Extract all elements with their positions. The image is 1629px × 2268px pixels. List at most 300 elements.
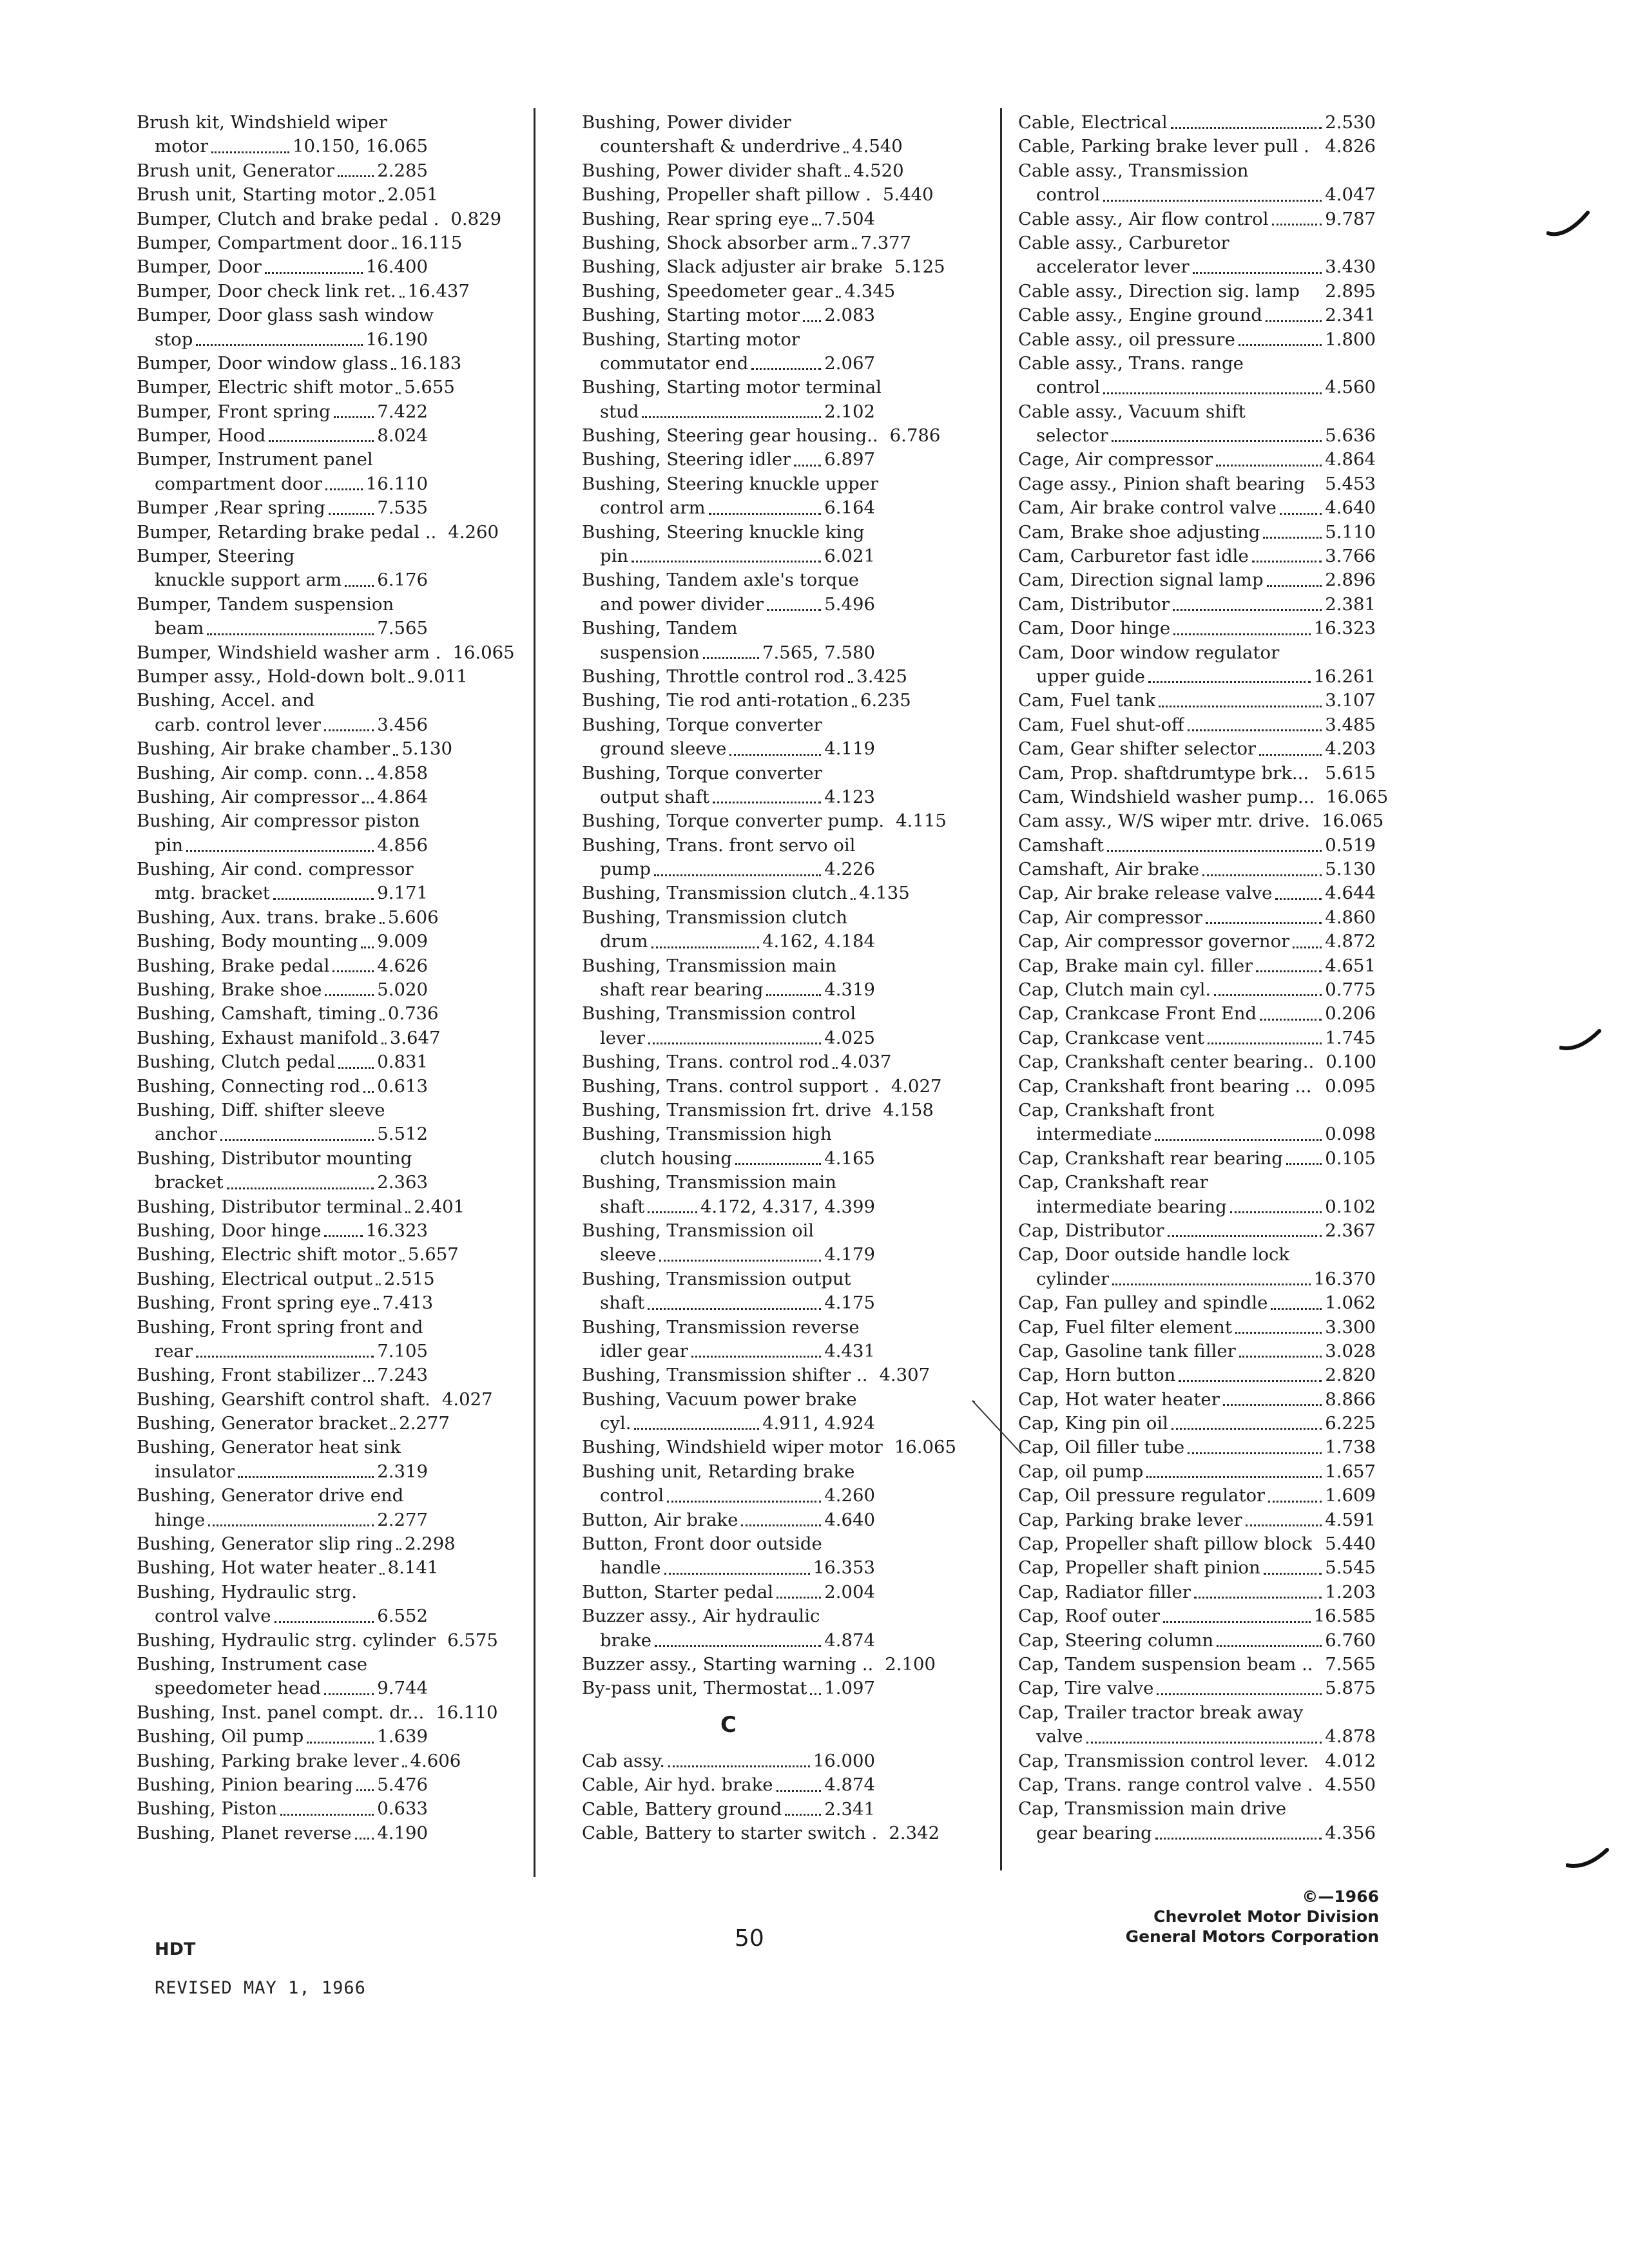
page-reference: 4.123 [824,786,875,807]
dot-leader [275,1621,374,1623]
page-reference: 4.135 [859,883,910,904]
page-reference: 4.356 [1325,1822,1376,1843]
dot-leader [396,1548,401,1550]
entry-text: Bushing, Transmission high [582,1124,832,1145]
entry-text: Cap, Air compressor governor [1018,931,1290,952]
page-reference: 16.065 [452,642,515,663]
document-code: HDT [155,1939,196,1959]
entry-text: Bushing, Starting motor terminal [582,377,882,398]
page-reference: 7.535 [377,497,428,519]
entry-text: By-pass unit, Thermostat [582,1678,807,1699]
entry-text: Cage assy., Pinion shaft bearing [1018,473,1306,494]
index-entry [582,1581,875,1604]
entry-text: cyl. [600,1413,631,1434]
index-entry [582,1556,875,1580]
entry-text: handle [600,1557,661,1579]
index-entry [137,1316,428,1340]
index-entry [1018,1363,1376,1387]
entry-text: Cam, Gear shifter selector [1018,738,1257,760]
index-entry [582,1798,875,1821]
page-reference: 4.179 [824,1244,875,1265]
page-reference: 5.130 [401,738,453,760]
page-reference: 4.345 [844,280,896,302]
page-reference: 5.125 [894,256,945,278]
dot-leader [1239,1356,1322,1358]
entry-text: Cam, Windshield washer pump... [1018,786,1315,807]
dot-leader [400,1260,405,1262]
page-reference: 6.225 [1325,1413,1376,1434]
entry-text: Cap, Propeller shaft pillow block [1018,1533,1313,1555]
page-reference: 2.363 [377,1172,428,1193]
entry-text: intermediate [1036,1124,1152,1145]
dot-leader [776,1597,821,1599]
page-reference: 0.613 [377,1075,428,1097]
entry-text: Bushing, Piston [137,1798,278,1820]
entry-text: control [1036,184,1101,206]
page-reference: 2.004 [824,1581,875,1602]
index-entry [1018,1171,1376,1195]
index-entry [137,1002,439,1026]
page-reference: 8.024 [377,425,428,447]
page-reference: 1.203 [1325,1581,1376,1602]
page-reference: 9.009 [377,931,428,952]
dot-leader [1264,1573,1322,1575]
index-entry [582,882,910,906]
entry-text: upper guide [1036,666,1146,687]
index-entry [582,978,875,1002]
entry-text: Bushing, Steering knuckle king [582,521,865,543]
dot-leader [1112,1283,1311,1285]
entry-text: control valve [155,1606,271,1627]
entry-text: Bushing, Camshaft, timing [137,1003,376,1024]
index-entry [137,617,428,640]
entry-text: Bushing, Tandem [582,618,738,639]
index-entry [1018,472,1376,496]
page-reference: 16.183 [400,352,462,374]
entry-text: Cap, Radiator filler [1018,1581,1191,1602]
entry-text: speedometer head [155,1678,321,1699]
entry-text: Bushing, Steering gear housing.. [582,425,878,447]
entry-text: Bushing, Torque converter pump. [582,811,885,832]
page-reference: 0.105 [1325,1148,1376,1169]
index-entry [137,568,428,592]
page-reference: 0.736 [387,1003,439,1024]
dot-leader [265,272,363,274]
page-reference: 1.639 [377,1726,428,1747]
entry-text: Buzzer assy., Air hydraulic [582,1606,820,1627]
entry-text: Cable, Parking brake lever pull . [1018,136,1309,157]
entry-text: ground sleeve [600,738,727,760]
dot-leader [227,1187,374,1189]
dot-leader [1216,465,1322,466]
dot-leader [363,1091,374,1093]
dot-leader [767,609,821,611]
page-reference: 9.171 [377,883,428,904]
page-reference: 4.203 [1325,738,1376,760]
page-reference: 2.100 [885,1653,936,1675]
entry-text: Cap, Trailer tractor break away [1018,1702,1304,1723]
index-entry [1018,1267,1376,1291]
page-reference: 16.110 [365,473,428,494]
index-entry [137,1532,456,1556]
page-reference: 16.190 [365,329,428,350]
index-entry [582,1532,875,1556]
dot-leader [1252,561,1322,562]
index-entry [1018,713,1376,737]
index-entry [582,544,875,568]
dot-leader [1260,1019,1322,1021]
index-entry [582,1243,875,1267]
dot-leader [1230,1211,1322,1213]
section-letter: C [720,1711,737,1738]
page-reference: 16.115 [400,232,463,253]
page-reference: 4.560 [1325,377,1376,398]
entry-text: shaft [600,1293,645,1314]
index-entry [582,1002,875,1026]
index-entry [582,1195,875,1219]
page-reference: 7.565, 7.580 [762,642,875,663]
entry-text: brake [600,1629,652,1651]
dot-leader [208,1524,374,1526]
entry-text: Buzzer assy., Starting warning .. [582,1653,874,1675]
entry-text: Cable assy., Air flow control [1018,208,1269,229]
entry-text: bracket [155,1172,224,1193]
page-reference: 2.530 [1325,111,1376,133]
entry-text: Cam, Air brake control valve [1018,497,1277,519]
index-entry [1018,1773,1376,1797]
dot-leader [1214,994,1322,996]
dot-leader [393,754,398,756]
entry-text: Bushing, Generator drive end [137,1485,404,1506]
index-entry [1018,1340,1376,1363]
dot-leader [1179,1380,1322,1382]
index-entry [582,521,875,544]
dot-leader [405,1211,410,1213]
index-entry [1018,159,1376,183]
dot-leader [651,947,760,948]
entry-text: intermediate bearing [1036,1196,1227,1217]
revision-date: REVISED MAY 1, 1966 [155,1978,366,1998]
entry-text: Bushing, Accel. and [137,690,315,711]
page-reference: 3.430 [1325,256,1376,278]
page-reference: 7.422 [377,401,428,422]
index-entry [137,1363,428,1387]
entry-text: Cap, Crankcase vent [1018,1027,1204,1048]
page-reference: 4.874 [824,1629,875,1651]
entry-text: drum [600,931,648,952]
index-entry [582,400,875,424]
index-entry [582,472,879,496]
entry-text: stop [155,329,193,350]
entry-text: Bushing, Propeller shaft pillow . [582,184,871,206]
entry-text: Button, Front door outside [582,1533,822,1555]
index-entry [1018,978,1376,1002]
dot-leader [1239,344,1322,346]
index-entry [137,496,428,520]
dot-leader [1155,1139,1322,1141]
index-entry [137,1604,428,1628]
entry-text: control [1036,377,1101,398]
index-entry [582,1291,875,1315]
index-entry [1018,1436,1376,1459]
index-entry [1018,1653,1376,1677]
entry-text: Bushing, Air compressor [137,786,359,807]
page-reference: 3.647 [389,1027,441,1048]
index-entry [137,1460,428,1484]
entry-text: Cap, Steering column [1018,1629,1214,1651]
index-entry [582,1484,875,1508]
index-entry [582,665,908,689]
dot-leader [1206,922,1322,924]
index-entry [1018,809,1384,833]
index-entry [137,1821,428,1845]
entry-text: commutator end [600,352,749,374]
page-reference: 2.319 [377,1461,428,1482]
index-entry [1018,1291,1376,1315]
page-reference: 0.829 [450,208,502,229]
entry-text: Cable assy., Trans. range [1018,352,1244,374]
index-entry [1018,496,1376,520]
index-entry [137,1701,498,1725]
index-entry [1018,424,1376,448]
index-entry [582,1316,875,1340]
dot-leader [333,970,374,972]
entry-text: Bushing, Transmission clutch [582,907,848,928]
entry-text: Bushing, Hot water heater [137,1557,376,1579]
page-reference: 5.545 [1325,1557,1376,1579]
page-reference: 1.800 [1325,329,1376,350]
entry-text: Bumper, Hood [137,425,266,447]
index-entry [582,231,912,255]
dot-leader [852,247,857,249]
entry-text: Cable assy., Carburetor [1018,232,1229,253]
dot-leader [196,344,362,346]
page-reference: 5.476 [377,1774,428,1795]
index-entry [1018,352,1376,376]
page-reference: 5.636 [1325,425,1376,447]
page-reference: 4.826 [1325,136,1376,157]
page-reference: 5.496 [824,593,875,615]
entry-text: Bushing, Electric shift motor [137,1244,396,1265]
page-reference: 5.875 [1325,1678,1376,1699]
page-reference: 9.787 [1325,208,1376,229]
entry-text: pump [600,859,651,880]
dot-leader [329,513,374,515]
entry-text: Bumper, Front spring [137,401,331,422]
entry-text: Bushing, Exhaust manifold [137,1027,378,1048]
index-entry [137,111,428,135]
page-reference: 2.067 [824,352,875,374]
page-reference: 5.657 [408,1244,459,1265]
entry-text: Bushing, Door hinge [137,1220,322,1241]
dot-leader [735,1163,821,1165]
index-entry [137,1099,428,1122]
dot-leader [363,1380,374,1382]
entry-text: accelerator lever [1036,256,1190,278]
index-entry [1018,1701,1376,1725]
entry-text: Cap, Fan pulley and spindle [1018,1293,1268,1314]
page-reference: 2.051 [387,184,438,206]
page-reference: 4.226 [824,859,875,880]
index-entry [1018,328,1376,352]
page-reference: 5.512 [377,1124,428,1145]
page-reference: 4.874 [824,1774,875,1796]
page-reference: 7.565 [377,618,428,639]
entry-text: Cap, Crankshaft front bearing ... [1018,1075,1312,1097]
index-entry [1018,1075,1376,1099]
entry-text: Brush unit, Generator [137,160,334,181]
index-entry [137,1749,461,1773]
index-entry [582,785,875,809]
index-entry [582,1821,940,1845]
entry-text: Bumper, Door window glass [137,352,389,374]
page-reference: 2.285 [377,160,428,181]
page-reference: 7.243 [377,1365,428,1386]
entry-text: Bushing, Distributor mounting [137,1148,412,1169]
page-reference: 2.102 [824,401,875,422]
page-reference: 4.520 [853,160,904,181]
dot-leader [1271,1308,1322,1310]
page-reference: 5.110 [1325,521,1376,543]
entry-text: Bushing, Transmission clutch [582,883,848,904]
dot-leader [1286,1163,1322,1165]
entry-text: Bushing, Torque converter [582,762,822,783]
index-entry [1018,1316,1376,1340]
index-entry [582,1388,875,1412]
entry-text: gear bearing [1036,1822,1152,1843]
index-entry [582,713,875,737]
entry-text: Bushing, Air comp. conn. [137,762,363,783]
page-reference: 3.028 [1325,1340,1376,1361]
entry-text: Bushing, Transmission main [582,1172,836,1193]
page-reference: 4.037 [840,1052,892,1073]
index-entry [137,785,428,809]
page-reference: 5.615 [1325,762,1376,783]
entry-text: Cap, Fuel filter element [1018,1316,1232,1338]
page-reference: 1.657 [1325,1461,1376,1482]
dot-leader [659,1260,821,1262]
dot-leader [325,994,374,996]
page-reference: 2.083 [824,305,875,326]
entry-text: Bushing, Hydraulic strg. cylinder [137,1629,436,1651]
entry-text: Bushing, Distributor terminal [137,1196,403,1217]
index-entry [137,328,428,352]
dot-leader [810,1693,821,1695]
index-entry [137,1508,428,1532]
index-entry [582,1677,875,1700]
page-reference: 5.655 [404,377,455,398]
index-entry [137,1797,428,1821]
entry-text: Bushing, Front stabilizer [137,1365,361,1386]
index-entry [137,1340,428,1363]
dot-leader [390,1428,396,1430]
page-reference: 4.115 [896,811,947,832]
index-entry [582,1340,875,1363]
page-reference: 4.158 [883,1100,934,1120]
entry-text: Cap, Transmission main drive [1018,1798,1287,1820]
index-entry [1018,1749,1376,1773]
index-entry [582,689,911,713]
entry-text: Bushing, Power divider [582,112,791,133]
dot-leader [391,368,396,370]
page-reference: 4.190 [377,1822,428,1843]
index-entry [582,1147,875,1171]
entry-text: Bumper, Door glass sash window [137,305,434,326]
entry-text: Cable, Air hyd. brake [582,1774,773,1796]
page-reference: 4.550 [1325,1774,1376,1795]
dot-leader [324,729,374,731]
entry-text: Bushing, Windshield wiper motor [582,1437,883,1458]
page-reference: 2.515 [383,1268,435,1289]
entry-text: Bushing, Generator bracket [137,1413,388,1434]
dot-leader [280,1814,374,1816]
entry-text: sleeve [600,1244,657,1265]
index-entry [582,183,934,207]
page-reference: 6.021 [824,546,875,567]
dot-leader [380,1573,385,1575]
entry-text: pin [155,834,184,856]
index-entry [1018,1122,1376,1146]
entry-text: Cap, Clutch main cyl. [1018,979,1211,1001]
entry-text: and power divider [600,593,764,615]
page-reference: 5.440 [1325,1533,1376,1555]
index-entry [137,352,462,376]
dot-leader [1188,1452,1322,1454]
index-entry [137,762,428,785]
entry-text: Cam assy., W/S wiper mtr. drive. [1018,811,1311,832]
dot-leader [1246,1524,1322,1526]
entry-text: Cam, Fuel shut-off [1018,714,1184,735]
dot-leader [1157,1693,1322,1695]
dot-leader [1112,440,1322,442]
index-entry [137,1267,435,1291]
dot-leader [654,874,821,876]
index-entry [1018,544,1376,568]
index-entry [1018,448,1376,472]
dot-leader [379,200,384,202]
pen-mark [1566,1840,1611,1878]
entry-text: Cap, Distributor [1018,1220,1164,1241]
entry-text: Bumper, Windshield washer arm . [137,642,441,663]
index-entry [582,1749,875,1773]
entry-text: Bushing, Tandem axle's torque [582,570,860,591]
page-reference: 4.027 [441,1389,493,1410]
entry-text: Bumper, Tandem suspension [137,593,394,615]
copyright-line: ©—1966 [1302,1887,1379,1906]
dot-leader [196,1356,374,1358]
entry-text: rear [155,1340,193,1361]
entry-text: Cam, Prop. shaftdrumtype brk... [1018,762,1309,783]
index-entry [1018,762,1376,785]
dot-leader [1146,1476,1322,1478]
entry-text: hinge [155,1509,206,1530]
index-entry [582,1629,875,1653]
entry-text: Cap, Crankshaft rear bearing [1018,1148,1283,1169]
entry-text: output shaft [600,786,709,807]
entry-text: Cable assy., Direction sig. lamp [1018,280,1300,302]
index-entry [1018,1147,1376,1171]
index-entry [137,303,434,327]
dot-leader [1217,1645,1322,1647]
page-reference: 8.866 [1325,1389,1376,1410]
entry-text: valve [1036,1726,1083,1747]
page-reference: 0.102 [1325,1196,1376,1217]
entry-text: Camshaft [1018,834,1104,856]
index-entry [1018,1532,1376,1556]
index-entry [1018,521,1376,544]
index-entry [582,352,875,376]
index-entry [137,400,428,424]
